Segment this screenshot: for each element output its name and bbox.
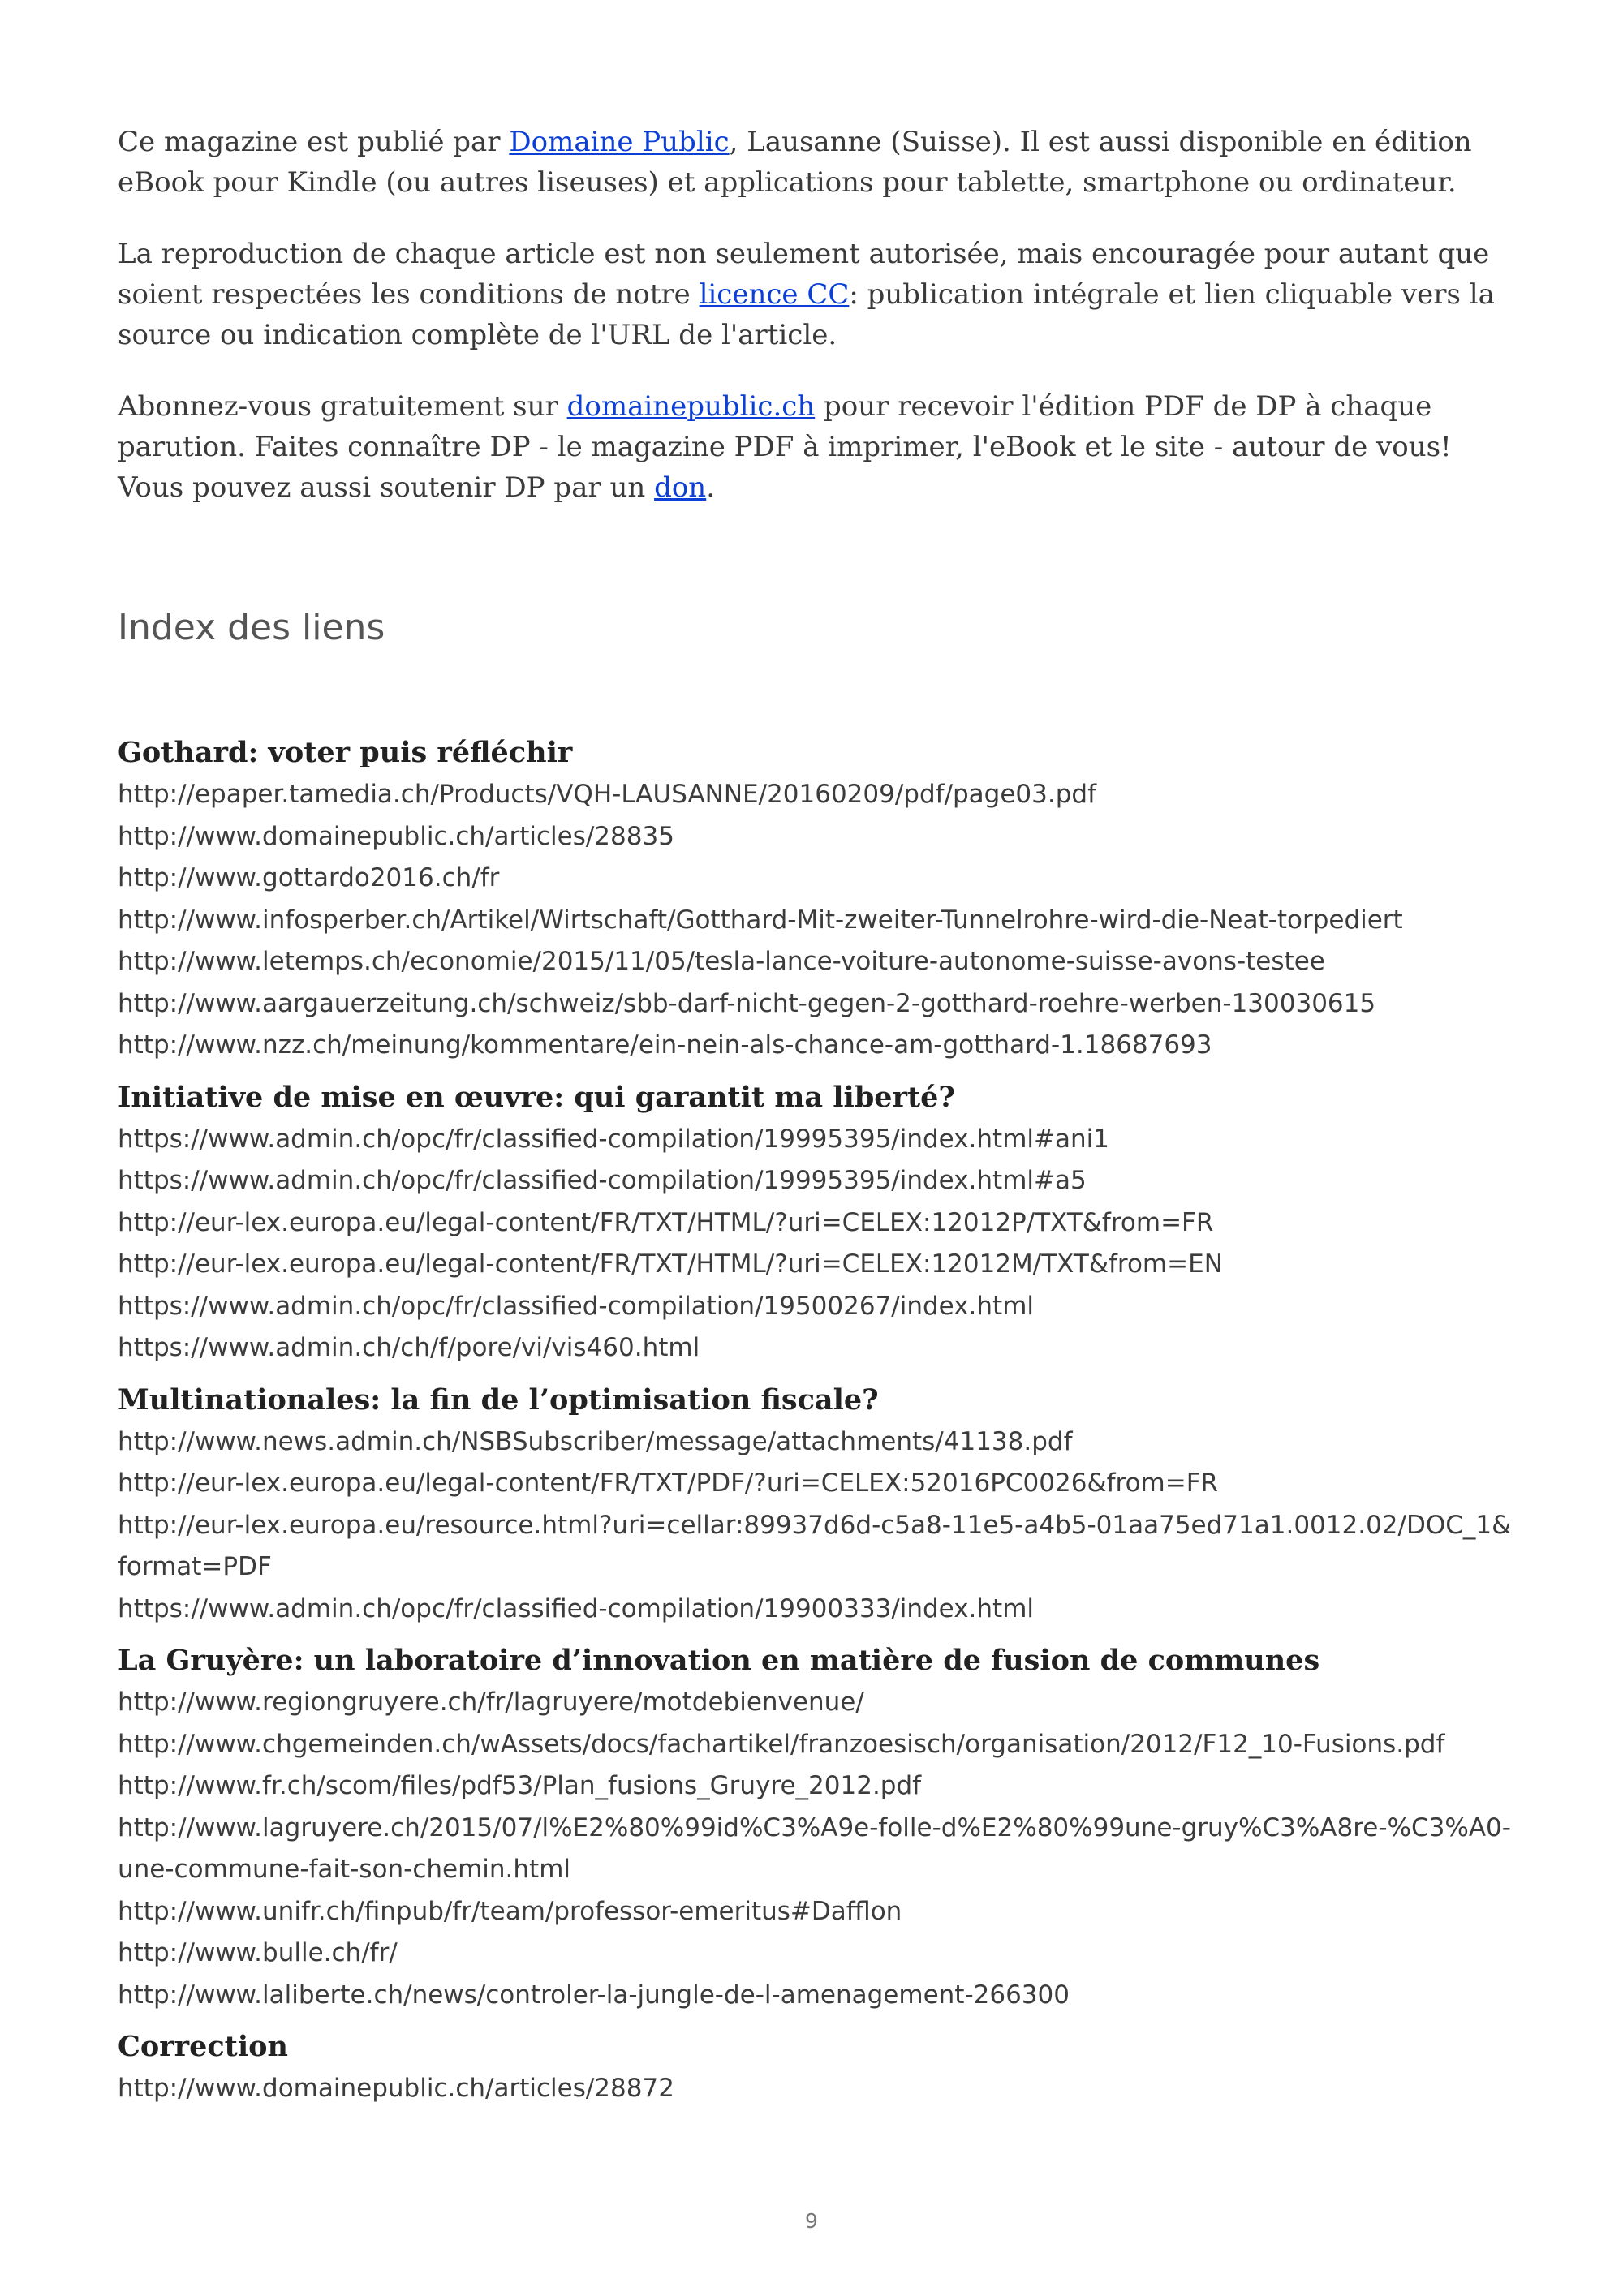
section-title: Multinationales: la fin de l’optimisation fiscale? xyxy=(118,1382,879,1417)
intro-text: : publication intégrale et lien cliquable vers la source ou indication complète de l'URL de l'article. xyxy=(118,278,1495,351)
section-title: La Gruyère: un laboratoire d’innovation en matière de fusion de communes xyxy=(118,1644,1320,1677)
url-item[interactable]: http://www.lagruyere.ch/2015/07/l%E2%80%99id%C3%A9e-folle-d%E2%80%99une-gruy%C3%A8re-%C3%A0-une-commune-fait-son-chemin.html xyxy=(118,1812,1511,1884)
url-item[interactable]: https://www.admin.ch/opc/fr/classified-compilation/19995395/index.html#a5 xyxy=(118,1166,1087,1195)
intro-text: Ce magazine est publié par xyxy=(118,126,510,158)
url-item[interactable]: http://www.letemps.ch/economie/2015/11/05/tesla-lance-voiture-autonome-suisse-avons-testee xyxy=(118,947,1325,976)
intro-text: La reproduction de chaque article est non seulement autorisée, mais encouragée pour autant que soient respectées les conditions de notre xyxy=(118,238,1490,311)
url-item[interactable]: http://eur-lex.europa.eu/legal-content/FR/TXT/HTML/?uri=CELEX:12012M/TXT&from=EN xyxy=(118,1249,1223,1279)
url-item[interactable]: http://www.regiongruyere.ch/fr/lagruyere/motdebienvenue/ xyxy=(118,1688,864,1717)
url-item[interactable]: http://www.bulle.ch/fr/ xyxy=(118,1938,398,1967)
index-section-gruyere xyxy=(118,1640,1513,2016)
link-list xyxy=(118,1682,1513,2016)
url-item[interactable]: http://epaper.tamedia.ch/Products/VQH-LAUSANNE/20160209/pdf/page03.pdf xyxy=(118,780,1097,809)
url-item[interactable]: http://www.gottardo2016.ch/fr xyxy=(118,863,500,892)
index-section-correction xyxy=(118,2026,1513,2110)
url-item[interactable]: http://www.news.admin.ch/NSBSubscriber/message/attachments/41138.pdf xyxy=(118,1426,1073,1456)
url-item[interactable]: http://www.domainepublic.ch/articles/28872 xyxy=(118,2074,674,2103)
intro-paragraph-publisher xyxy=(118,122,1513,203)
section-title: Correction xyxy=(118,2030,288,2063)
link-list xyxy=(118,1421,1513,1631)
section-title: Initiative de mise en œuvre: qui garantit ma liberté? xyxy=(118,1080,955,1114)
link-list xyxy=(118,2068,1513,2110)
index-section-initiative xyxy=(118,1077,1513,1369)
url-item[interactable]: https://www.admin.ch/opc/fr/classified-compilation/19500267/index.html xyxy=(118,1291,1035,1321)
intro-text: . xyxy=(706,471,716,504)
url-item[interactable]: http://www.chgemeinden.ch/wAssets/docs/fachartikel/franzoesisch/organisation/2012/F12_10-Fusions.pdf xyxy=(118,1729,1445,1759)
section-title: Gothard: voter puis réfléchir xyxy=(118,736,573,769)
url-item[interactable]: http://eur-lex.europa.eu/legal-content/FR/TXT/HTML/?uri=CELEX:12012P/TXT&from=FR xyxy=(118,1207,1214,1237)
url-item[interactable]: http://www.aargauerzeitung.ch/schweiz/sbb-darf-nicht-gegen-2-gotthard-roehre-werben-130030615 xyxy=(118,988,1376,1018)
url-item[interactable]: http://www.unifr.ch/finpub/fr/team/professor-emeritus#Dafflon xyxy=(118,1896,902,1926)
domainepublic-site-link[interactable]: domainepublic.ch xyxy=(566,390,816,423)
url-item[interactable]: https://www.admin.ch/ch/f/pore/vi/vis460.html xyxy=(118,1333,700,1362)
index-section-multinationales xyxy=(118,1379,1513,1631)
domaine-public-link[interactable]: Domaine Public xyxy=(509,126,730,158)
intro-text: pour recevoir l'édition PDF de DP à chaque parution. Faites connaître DP - le magazine PDF à imprimer, l'eBook et le site - autour de vous! Vous pouvez aussi soutenir DP par un xyxy=(118,390,1452,504)
url-item[interactable]: https://www.admin.ch/opc/fr/classified-compilation/19995395/index.html#ani1 xyxy=(118,1124,1109,1154)
link-list xyxy=(118,1119,1513,1369)
link-list xyxy=(118,774,1513,1067)
intro-text: , Lausanne (Suisse). Il est aussi disponible en édition eBook pour Kindle (ou autres liseuses) et applications pour tablette, smartphone ou ordinateur. xyxy=(118,126,1472,199)
url-item[interactable]: http://www.laliberte.ch/news/controler-la-jungle-de-l-amenagement-266300 xyxy=(118,1980,1070,2010)
intro-paragraph-license xyxy=(118,234,1513,355)
url-item[interactable]: http://www.domainepublic.ch/articles/28835 xyxy=(118,821,674,851)
index-heading: Index des liens xyxy=(118,607,385,648)
url-item[interactable]: http://eur-lex.europa.eu/resource.html?uri=cellar:89937d6d-c5a8-11e5-a4b5-01aa75ed71a1.0012.02/DOC_1&format=PDF xyxy=(118,1510,1512,1581)
document-page xyxy=(118,122,1513,2110)
url-item[interactable]: http://www.infosperber.ch/Artikel/Wirtschaft/Gotthard-Mit-zweiter-Tunnelrohre-wird-die-Neat-torpediert xyxy=(118,905,1403,935)
url-item[interactable]: http://eur-lex.europa.eu/legal-content/FR/TXT/PDF/?uri=CELEX:52016PC0026&from=FR xyxy=(118,1468,1219,1498)
index-section-gothard xyxy=(118,732,1513,1067)
licence-cc-link[interactable]: licence CC xyxy=(699,278,850,311)
page-number: 9 xyxy=(805,2209,818,2233)
intro-text: Abonnez-vous gratuitement sur xyxy=(118,390,567,423)
url-item[interactable]: http://www.nzz.ch/meinung/kommentare/ein-nein-als-chance-am-gotthard-1.18687693 xyxy=(118,1030,1212,1060)
donation-link[interactable]: don xyxy=(654,471,707,504)
url-item[interactable]: http://www.fr.ch/scom/files/pdf53/Plan_fusions_Gruyre_2012.pdf xyxy=(118,1771,922,1800)
intro-paragraph-subscribe xyxy=(118,386,1513,508)
url-item[interactable]: https://www.admin.ch/opc/fr/classified-compilation/19900333/index.html xyxy=(118,1593,1035,1623)
